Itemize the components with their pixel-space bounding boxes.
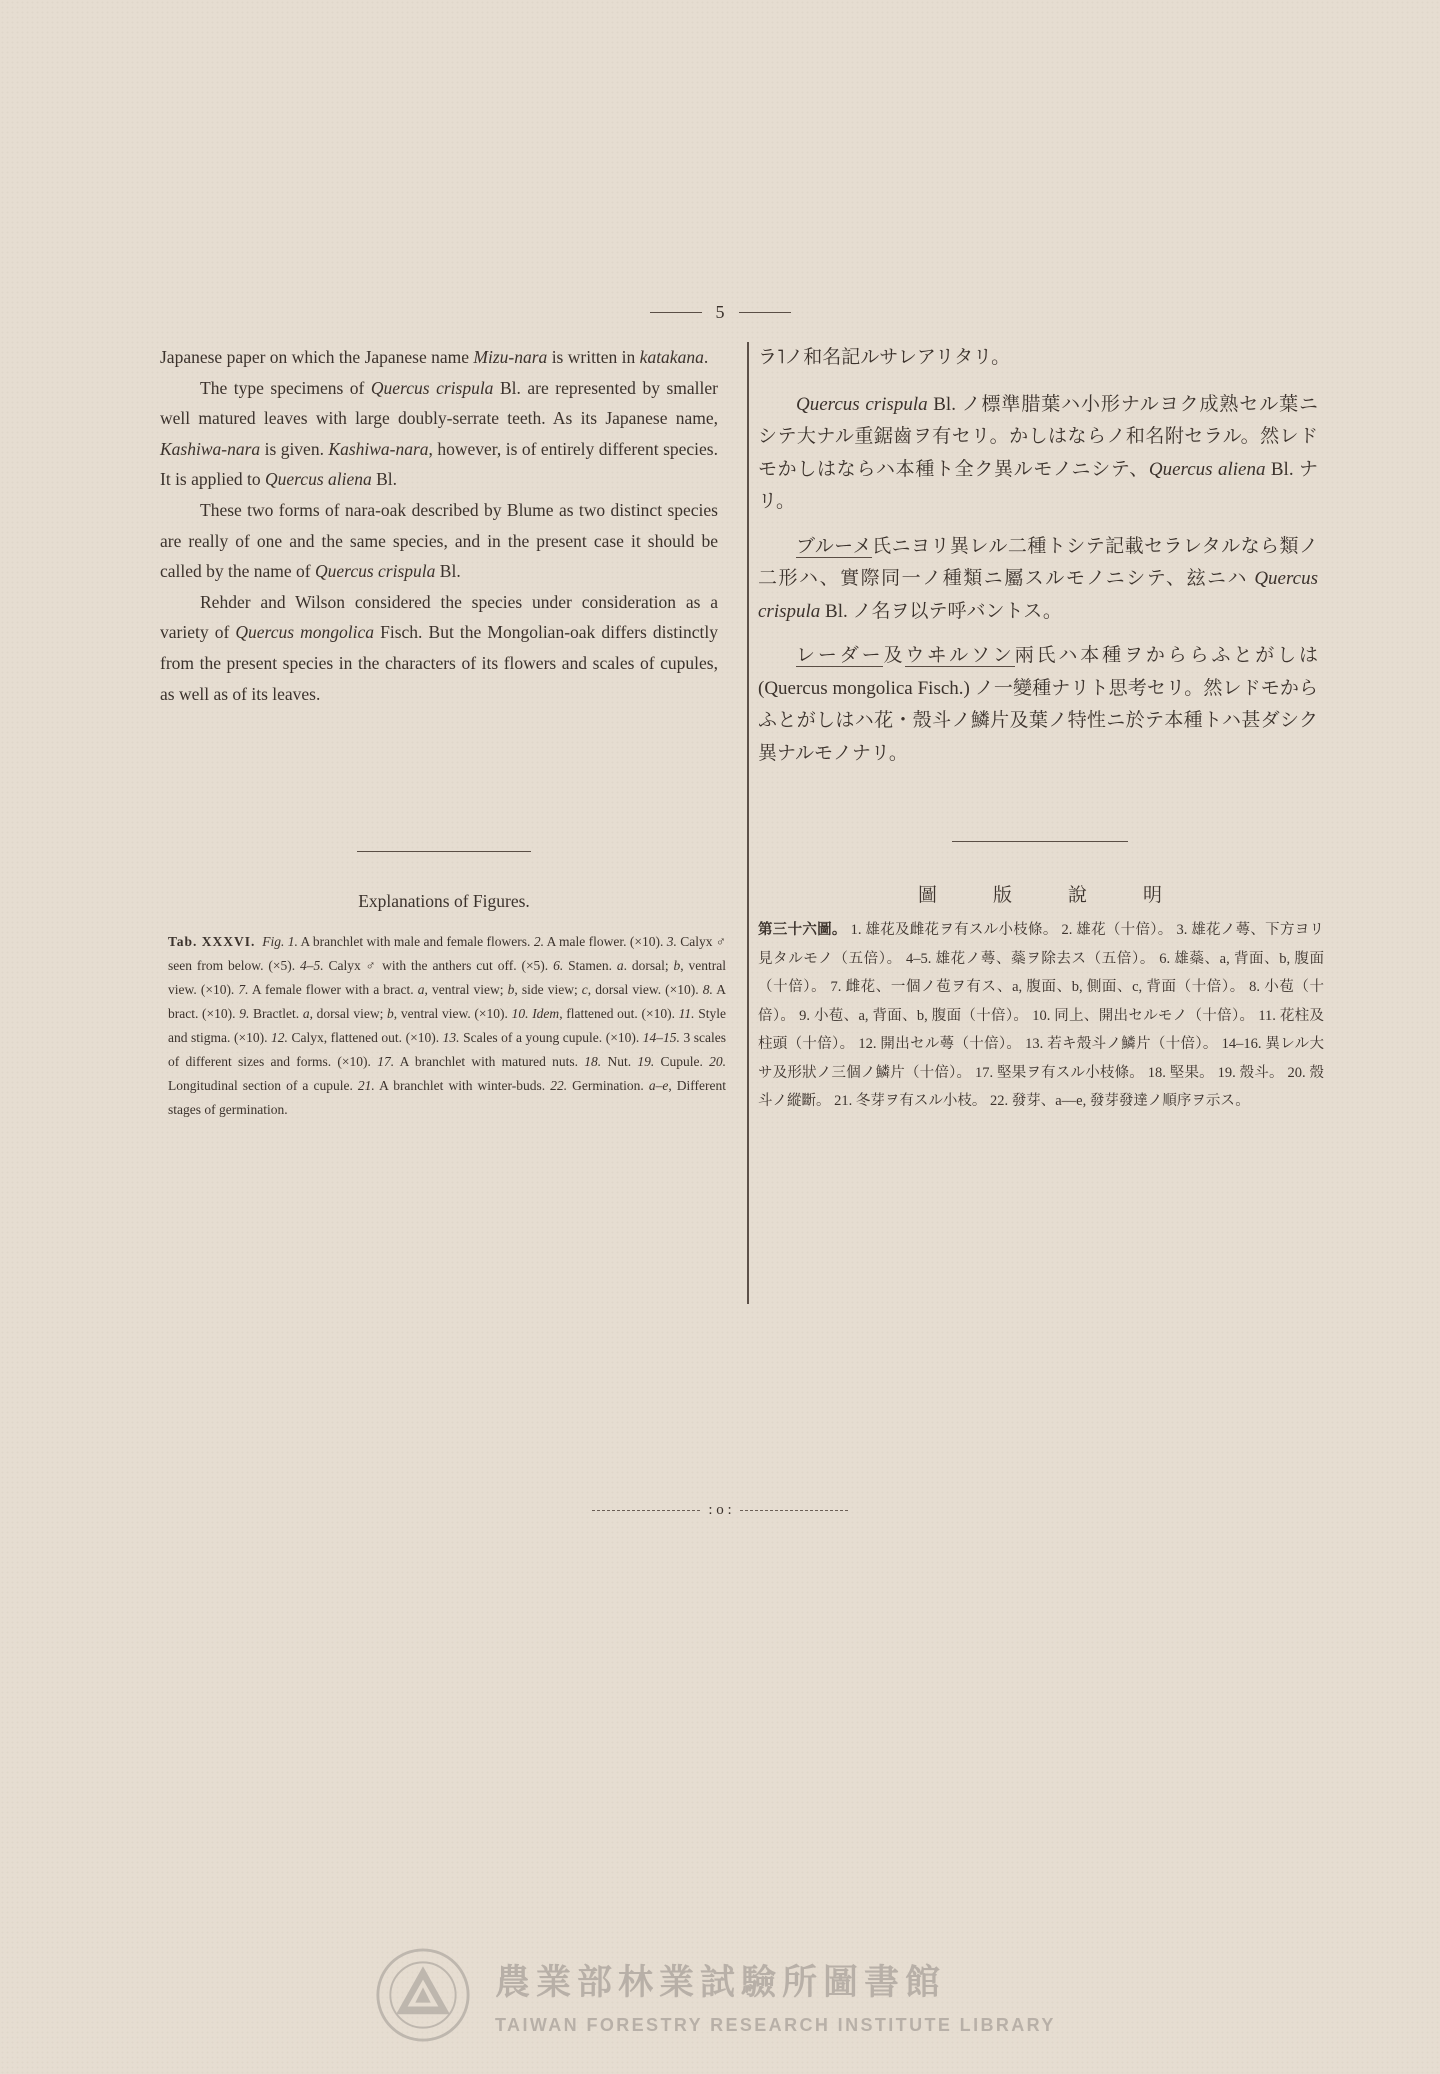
paragraph-2: The type specimens of Quercus crispula Bl. are represented by smaller well matured leaves with large doubly-serrate teeth. As its Japanese name, Kashiwa-nara is given. Kashiwa-nara, however, is of entirely different species. It is applied to Quercus aliena Bl.	[160, 377, 718, 490]
end-ornament-mark: : o :	[708, 1502, 732, 1518]
english-text-column	[160, 342, 718, 709]
library-seal-icon	[375, 1947, 471, 2043]
paragraph-4: Rehder and Wilson considered the species under consideration as a variety of Quercus mongolica Fisch. But the Mongolian-oak differs distinctly from the present species in the characters of its flowers and scales of cupules, as well as of its leaves.	[160, 591, 718, 704]
japanese-text-column	[758, 342, 1318, 770]
paragraph-1: Japanese paper on which the Japanese name Mizu-nara is written in katakana.	[160, 347, 709, 367]
jp-paragraph-0: ラ˥ノ和名記ルサレアリタリ。	[758, 347, 1011, 368]
column-divider	[747, 342, 749, 1304]
jp-figure-explanations: 第三十六圖。 1. 雄花及雌花ヲ有スル小枝條。 2. 雄花（十倍）。 3. 雄花ノ蕚、下方ヨリ見タルモノ（五倍）。 4–5. 雄花ノ蕚、蘂ヲ除去ス（五倍）。 6. 雄蘂、a, 背面、b, 腹面（十倍）。 7. 雌花、一個ノ苞ヲ有ス、a, 腹面、b, 側面、c, 背面（十倍）。 8. 小苞（十倍）。 9. 小苞、a, 背面、b, 腹面（十倍）。 10. 同上、開出セルモノ（十倍）。 11. 花柱及柱頭（十倍）。 12. 開出セル蕚（十倍）。 13. 若キ殼斗ノ鱗片（十倍）。 14–16. 異レル大サ及形狀ノ三個ノ鱗片（十倍）。 17. 堅果ヲ有スル小枝條。 18. 堅果。 19. 殼斗。 20. 殼斗ノ縱斷。 21. 冬芽ヲ有スル小枝。 22. 發芽、a—e, 發芽發達ノ順序ヲ示ス。	[758, 922, 1325, 1109]
figure-explanations: Tab. XXXVI. Fig. 1. A branchlet with male and female flowers. 2. A male flower. (×10). 3. Calyx ♂ seen from below. (×5). 4–5. Calyx ♂ with the anthers cut off. (×5). 6. Stamen. a. dorsal; b, ventral view. (×10). 7. A female flower with a bract. a, ventral view; b, side view; c, dorsal view. (×10). 8. A bract. (×10). 9. Bractlet. a, dorsal view; b, ventral view. (×10). 10. Idem, flattened out. (×10). 11. Style and stigma. (×10). 12. Calyx, flattened out. (×10). 13. Scales of a young cupule. (×10). 14–15. 3 scales of different sizes and forms. (×10). 17. A branchlet with matured nuts. 18. Nut. 19. Cupule. 20. Longitudinal section of a cupule. 21. A branchlet with winter-buds. 22. Germination. a–e, Different stages of germination.	[168, 934, 727, 1117]
page-number-rule-right	[739, 312, 791, 313]
section-divider-right	[952, 841, 1128, 842]
jp-explanation-heading: 圖 版 說 明	[917, 885, 1163, 906]
jp-paragraph-1: Quercus crispula Bl. ノ標準腊葉ハ小形ナルヨク成熟セル葉ニシテ大ナル重鋸齒ヲ有セリ。かしはならノ和名附セラル。然レドモかしはならハ本種ト全ク異ルモノニシテ、Quercus aliena Bl. ナリ。	[758, 393, 1319, 512]
end-ornament-rule-left	[592, 1510, 700, 1511]
page-number-rule-left	[650, 312, 702, 313]
section-divider-left	[357, 851, 531, 852]
end-ornament	[0, 1502, 1440, 1519]
watermark-chinese-name: 農業部林業試驗所圖書館	[495, 1962, 947, 2003]
plate-label: Tab. XXXVI.	[168, 934, 256, 949]
end-ornament-rule-right	[740, 1510, 848, 1511]
jp-plate-label: 第三十六圖。	[758, 922, 847, 938]
page-number	[0, 302, 1440, 323]
watermark-english-name: TAIWAN FORESTRY RESEARCH INSTITUTE LIBRARY	[495, 2014, 1056, 2035]
page-number-text: 5	[715, 302, 725, 322]
explanation-heading: Explanations of Figures.	[358, 891, 530, 911]
paragraph-3: These two forms of nara-oak described by Blume as two distinct species are really of one and the same species, and in the present case it should be called by the name of Quercus crispula Bl.	[160, 499, 718, 582]
watermark-text	[495, 1955, 1056, 2036]
library-watermark	[375, 1945, 1075, 2045]
jp-paragraph-2: ブルーメ氏ニヨリ異レル二種トシテ記載セラレタルなら類ノ二形ハ、實際同一ノ種類ニ屬スルモノニシテ、玆ニハ Quercus crispula Bl. ノ名ヲ以テ呼バントス。	[758, 535, 1318, 622]
jp-paragraph-3: レーダー及ウヰルソン兩氏ハ本種ヲかららふとがしは (Quercus mongolica Fisch.) ノ一變種ナリト思考セリ。然レドモからふとがしはハ花・殼斗ノ鱗片及葉ノ特性ニ於テ本種トハ甚ダシク異ナルモノナリ。	[758, 645, 1318, 764]
